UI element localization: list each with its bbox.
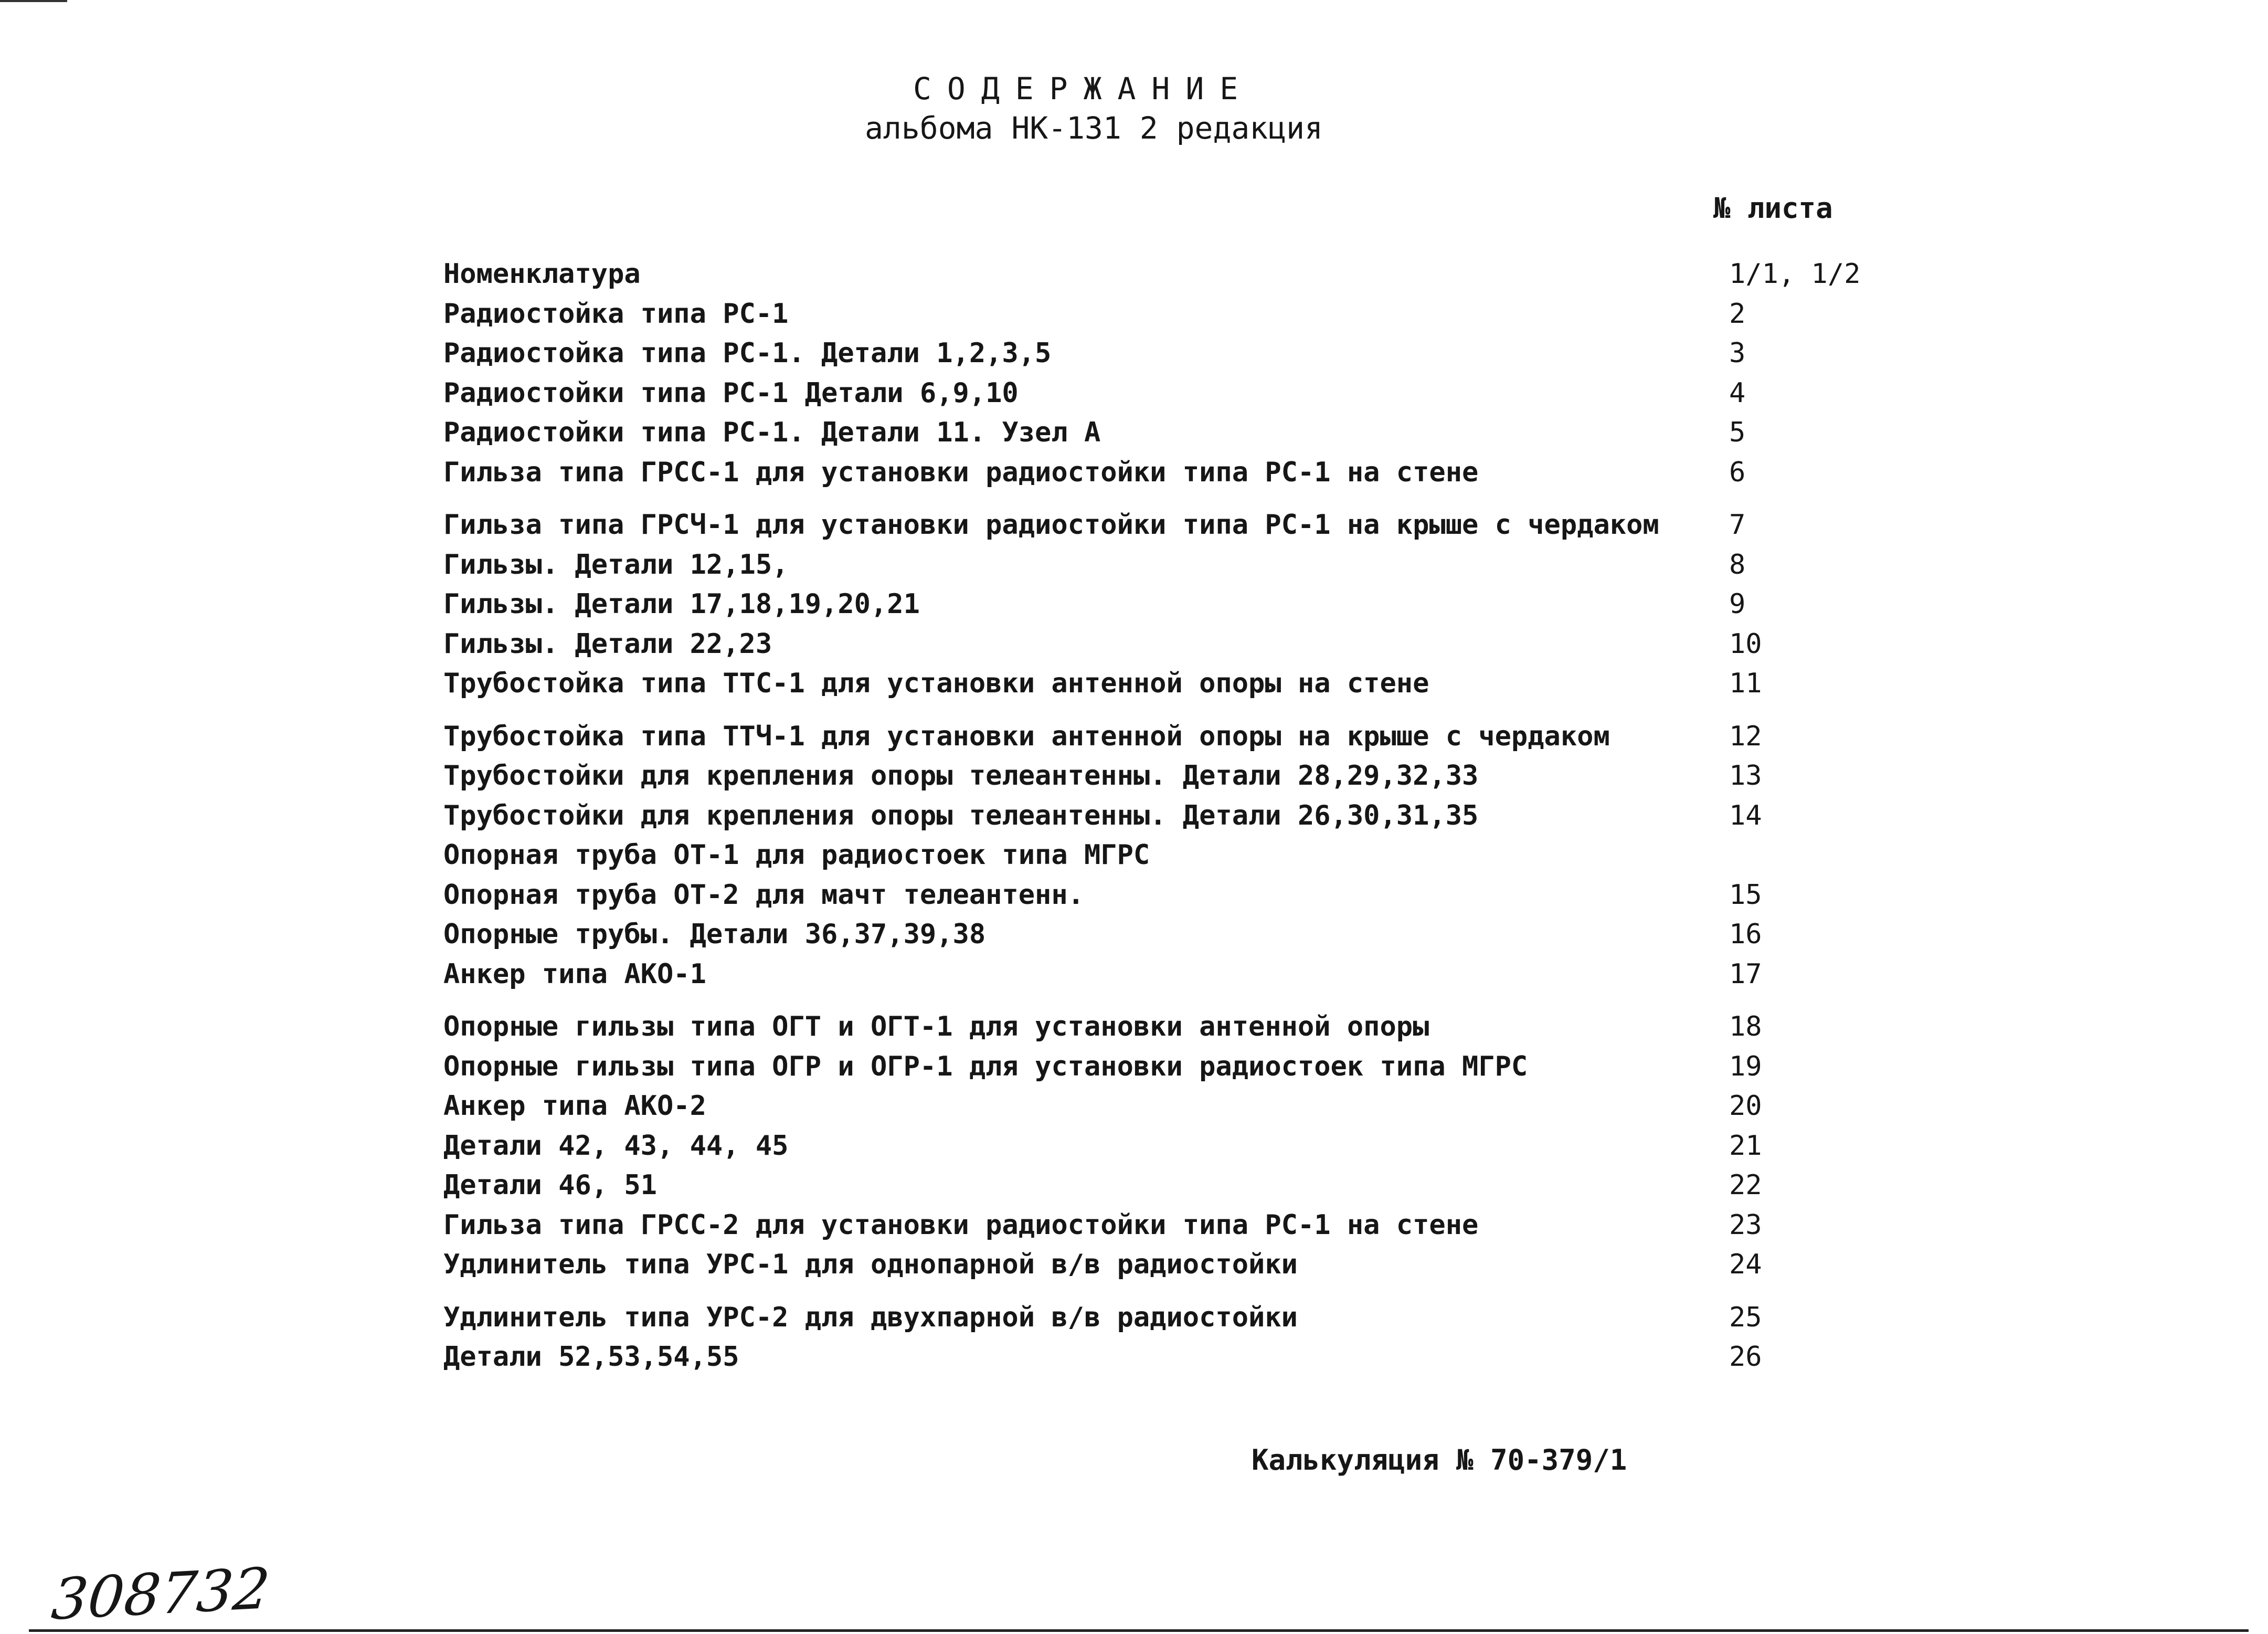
- toc-entry-sheet: 8: [1729, 549, 1746, 581]
- toc-row-10: [443, 625, 1913, 665]
- toc-entry-sheet: 9: [1729, 588, 1746, 620]
- toc-entry-title: Гильзы. Детали 12,15,: [443, 549, 789, 581]
- toc-entry-sheet: 2: [1729, 298, 1746, 330]
- toc-row-1: [443, 255, 1913, 294]
- toc-row-2: [443, 294, 1913, 334]
- toc-entry-title: Радиостойка типа PC-1. Детали 1,2,3,5: [443, 338, 1052, 369]
- toc-entry-title: Трубостойки для крепления опоры телеантенны. Детали 26,30,31,35: [443, 799, 1479, 831]
- toc-row-16: [443, 876, 1913, 915]
- toc-row-22: [443, 1126, 1913, 1166]
- toc-entry-title: Анкер типа АКО-1: [443, 958, 706, 990]
- toc-entry-title: Гильзы. Детали 22,23: [443, 628, 772, 660]
- toc-row-8: [443, 545, 1913, 585]
- toc-entry-title: Удлинитель типа УРС-1 для однопарной в/в радиостойки: [443, 1249, 1298, 1280]
- toc-row-15: [443, 836, 1913, 876]
- toc-entry-sheet: 12: [1729, 720, 1762, 752]
- toc-entry-title: Опорные трубы. Детали 36,37,39,38: [443, 919, 986, 950]
- toc-entry-title: Радиостойки типа PC-1 Детали 6,9,10: [443, 377, 1019, 409]
- table-of-contents: [443, 255, 1913, 1377]
- handwritten-inventory-number: 308732: [49, 1556, 273, 1633]
- toc-entry-title: Номенклатура: [443, 258, 641, 290]
- toc-entry-sheet: 21: [1729, 1130, 1762, 1162]
- toc-row-17: [443, 915, 1913, 955]
- toc-entry-sheet: 24: [1729, 1249, 1762, 1280]
- toc-row-13: [443, 756, 1913, 796]
- toc-entry-title: Гильза типа ГРСС-1 для установки радиостойки типа PC-1 на стене: [443, 456, 1479, 488]
- toc-entry-sheet: 19: [1729, 1050, 1762, 1082]
- toc-row-6: [443, 453, 1913, 493]
- toc-entry-sheet: 15: [1729, 879, 1762, 911]
- toc-row-11: [443, 664, 1913, 704]
- toc-entry-title: Удлинитель типа УРС-2 для двухпарной в/в радиостойки: [443, 1301, 1298, 1333]
- toc-row-21: [443, 1087, 1913, 1126]
- toc-entry-sheet: 25: [1729, 1301, 1762, 1333]
- toc-entry-sheet: 3: [1729, 338, 1746, 369]
- toc-row-12: [443, 717, 1913, 757]
- toc-row-14: [443, 796, 1913, 836]
- corner-mark: [0, 0, 67, 2]
- toc-entry-sheet: 1/1, 1/2: [1729, 258, 1861, 290]
- toc-entry-sheet: 18: [1729, 1011, 1762, 1042]
- toc-row-23: [443, 1166, 1913, 1206]
- toc-entry-sheet: 26: [1729, 1341, 1762, 1373]
- toc-entry-title: Трубостойки для крепления опоры телеантенны. Детали 28,29,32,33: [443, 760, 1479, 792]
- toc-row-27: [443, 1337, 1913, 1377]
- toc-entry-title: Радиостойка типа PC-1: [443, 298, 789, 330]
- document-subtitle: альбома НК-131 2 редакция: [865, 110, 1323, 146]
- toc-row-4: [443, 374, 1913, 414]
- toc-entry-sheet: 4: [1729, 377, 1746, 409]
- toc-entry-sheet: 5: [1729, 417, 1746, 448]
- toc-entry-title: Детали 52,53,54,55: [443, 1341, 739, 1373]
- toc-entry-title: Детали 42, 43, 44, 45: [443, 1130, 789, 1162]
- toc-entry-sheet: 6: [1729, 456, 1746, 488]
- toc-entry-title: Опорные гильзы типа ОГР и ОГР-1 для установки радиостоек типа МГРС: [443, 1050, 1528, 1082]
- toc-row-9: [443, 585, 1913, 625]
- toc-entry-title: Гильзы. Детали 17,18,19,20,21: [443, 588, 920, 620]
- toc-entry-title: Трубостойка типа ТТС-1 для установки антенной опоры на стене: [443, 668, 1429, 699]
- toc-entry-sheet: 22: [1729, 1169, 1762, 1201]
- toc-entry-sheet: 20: [1729, 1090, 1762, 1122]
- toc-entry-sheet: 14: [1729, 799, 1762, 831]
- toc-entry-title: Опорная труба ОТ-1 для радиостоек типа МГРС: [443, 839, 1150, 871]
- bottom-rule: [29, 1629, 2249, 1632]
- toc-row-25: [443, 1245, 1913, 1285]
- toc-entry-sheet: 13: [1729, 760, 1762, 792]
- toc-entry-title: Опорные гильзы типа ОГТ и ОГТ-1 для установки антенной опоры: [443, 1011, 1429, 1042]
- toc-entry-title: Детали 46, 51: [443, 1169, 657, 1201]
- toc-entry-title: Анкер типа АКО-2: [443, 1090, 706, 1122]
- toc-row-24: [443, 1206, 1913, 1246]
- toc-row-3: [443, 334, 1913, 374]
- toc-row-26: [443, 1298, 1913, 1338]
- toc-entry-sheet: 17: [1729, 958, 1762, 990]
- sheet-column-label: № листа: [1713, 192, 1833, 225]
- toc-row-5: [443, 413, 1913, 453]
- toc-entry-title: Гильза типа ГРСС-2 для установки радиостойки типа PC-1 на стене: [443, 1209, 1479, 1241]
- toc-entry-sheet: 7: [1729, 509, 1746, 541]
- toc-entry-sheet: 23: [1729, 1209, 1762, 1241]
- toc-entry-sheet: 11: [1729, 668, 1762, 699]
- toc-entry-sheet: 16: [1729, 919, 1762, 950]
- toc-row-18: [443, 955, 1913, 995]
- toc-row-19: [443, 1007, 1913, 1047]
- toc-entry-title: Гильза типа ГРСЧ-1 для установки радиостойки типа PC-1 на крыше с чердаком: [443, 509, 1659, 541]
- toc-entry-sheet: 10: [1729, 628, 1762, 660]
- calculation-number: Калькуляция № 70-379/1: [1252, 1443, 1627, 1477]
- toc-entry-title: Трубостойка типа ТТЧ-1 для установки антенной опоры на крыше с чердаком: [443, 720, 1610, 752]
- toc-entry-title: Опорная труба ОТ-2 для мачт телеантенн.: [443, 879, 1084, 911]
- toc-row-20: [443, 1047, 1913, 1087]
- toc-entry-title: Радиостойки типа PC-1. Детали 11. Узел А: [443, 417, 1101, 448]
- document-title: СОДЕРЖАНИЕ: [913, 71, 1254, 107]
- toc-row-7: [443, 505, 1913, 545]
